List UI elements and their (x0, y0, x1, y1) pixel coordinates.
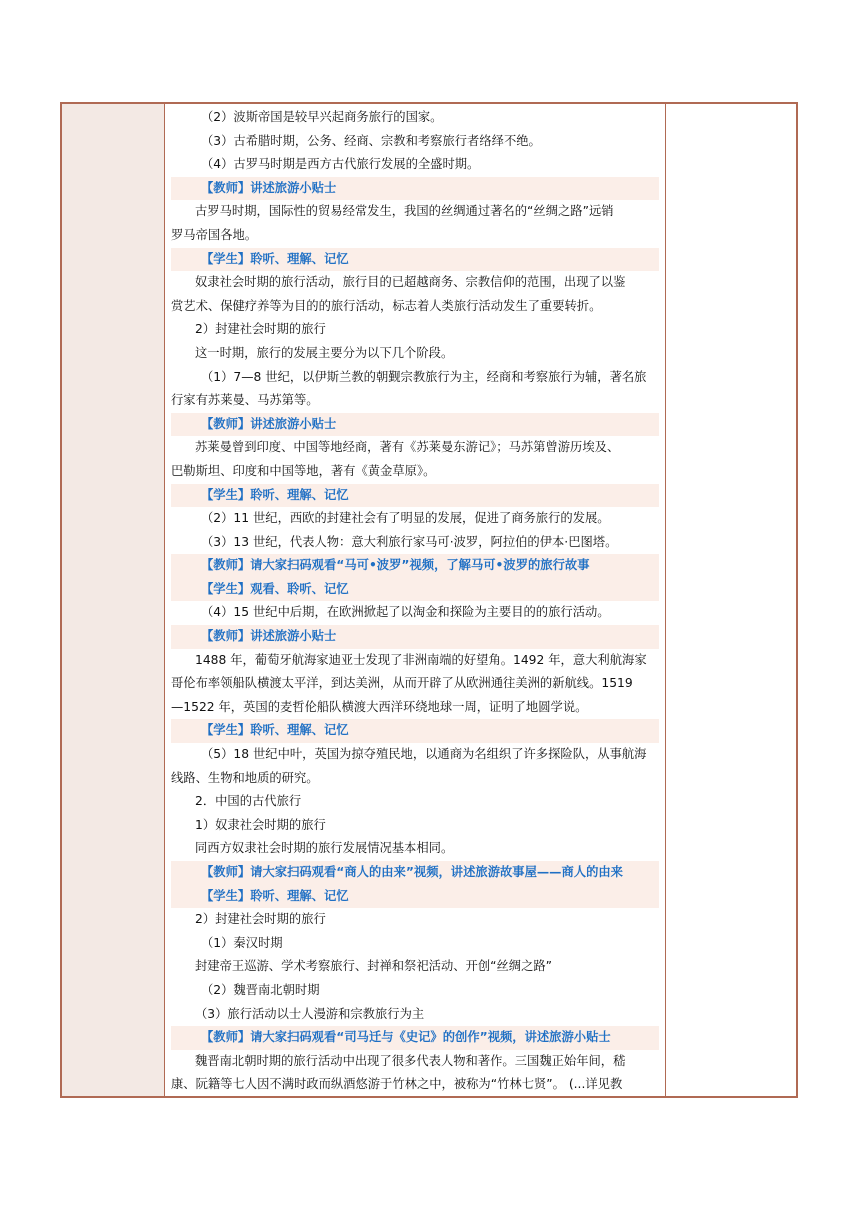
right-column (666, 104, 796, 1096)
text-line: （5）18 世纪中叶，英国为掠夺殖民地，以通商为名组织了许多探险队，从事航海 (201, 747, 647, 762)
role-tag-line: 【教师】请大家扫码观看“马可•波罗”视频，了解马可•波罗的旅行故事 (171, 554, 659, 578)
text-line: 2）封建社会时期的旅行 (195, 322, 326, 337)
text-line: 罗马帝国各地。 (171, 227, 258, 242)
text-line: 2）封建社会时期的旅行 (195, 912, 326, 927)
role-tag-line: 【学生】观看、聆听、记忆 (171, 578, 659, 602)
role-tag-line: 【教师】讲述旅游小贴士 (171, 625, 659, 649)
left-column (62, 104, 165, 1096)
role-tag-line: 【教师】讲述旅游小贴士 (171, 177, 659, 201)
text-line: 同西方奴隶社会时期的旅行发展情况基本相同。 (195, 841, 454, 856)
text-line: 古罗马时期，国际性的贸易经常发生，我国的丝绸通过著名的“丝绸之路”远销 (195, 204, 614, 219)
text-line: 线路、生物和地质的研究。 (171, 770, 319, 785)
text-line: —1522 年，英国的麦哲伦船队横渡大西洋环绕地球一周，证明了地圆学说。 (171, 699, 588, 714)
text-line: （3）古希腊时期，公务、经商、宗教和考察旅行者络绎不绝。 (201, 133, 541, 148)
text-line: 行家有苏莱曼、马苏第等。 (171, 393, 319, 408)
role-tag-line: 【教师】请大家扫码观看“商人的由来”视频，讲述旅游故事屋——商人的由来 (171, 861, 659, 885)
text-line: 1）奴隶社会时期的旅行 (195, 817, 326, 832)
text-line: （4）15 世纪中后期，在欧洲掀起了以淘金和探险为主要目的的旅行活动。 (201, 605, 610, 620)
text-line: 2．中国的古代旅行 (195, 794, 302, 809)
text-line: （4）古罗马时期是西方古代旅行发展的全盛时期。 (201, 157, 480, 172)
text-line: 奴隶社会时期的旅行活动，旅行目的已超越商务、宗教信仰的范围，出现了以鉴 (195, 275, 626, 290)
text-line: 巴勒斯坦、印度和中国等地，著有《黄金草原》。 (171, 463, 436, 478)
text-line: 1488 年，葡萄牙航海家迪亚士发现了非洲南端的好望角。1492 年，意大利航海家 (195, 652, 647, 667)
role-tag-line: 【学生】聆听、理解、记忆 (171, 885, 659, 909)
text-line: （2）波斯帝国是较早兴起商务旅行的国家。 (201, 110, 443, 124)
text-line: （1）7—8 世纪，以伊斯兰教的朝觐宗教旅行为主，经商和考察旅行为辅，著名旅 (201, 369, 647, 384)
role-tag-line: 【学生】聆听、理解、记忆 (171, 248, 659, 272)
text-line: 魏晋南北朝时期的旅行活动中出现了很多代表人物和著作。三国魏正始年间，嵇 (195, 1053, 626, 1068)
text-line: （3）旅行活动以士人漫游和宗教旅行为主 (195, 1006, 425, 1021)
text-line: 苏莱曼曾到印度、中国等地经商，著有《苏莱曼东游记》；马苏第曾游历埃及、 (195, 440, 620, 455)
lesson-table (60, 102, 798, 1098)
role-tag-line: 【学生】聆听、理解、记忆 (171, 484, 659, 508)
text-line: 封建帝王巡游、学术考察旅行、封禅和祭祀活动、开创“丝绸之路” (195, 959, 553, 974)
text-line: 哥伦布率领船队横渡太平洋，到达美洲，从而开辟了从欧洲通往美洲的新航线。1519 (171, 676, 633, 691)
text-line: 赏艺术、保健疗养等为目的的旅行活动，标志着人类旅行活动发生了重要转折。 (171, 298, 602, 313)
role-tag-line: 【教师】请大家扫码观看“司马迁与《史记》的创作”视频，讲述旅游小贴士 (171, 1026, 659, 1050)
text-line: （1）秦汉时期 (201, 935, 283, 950)
text-line: 康、阮籍等七人因不满时政而纵酒悠游于竹林之中，被称为“竹林七贤”。 (...详见教 (171, 1077, 623, 1092)
role-tag-line: 【学生】聆听、理解、记忆 (171, 719, 659, 743)
text-line: 这一时期，旅行的发展主要分为以下几个阶段。 (195, 345, 454, 360)
text-line: （3）13 世纪，代表人物：意大利旅行家马可·波罗，阿拉伯的伊本·巴图塔。 (201, 534, 618, 549)
role-tag-line: 【教师】讲述旅游小贴士 (171, 413, 659, 437)
text-line: （2）魏晋南北朝时期 (201, 982, 320, 997)
text-line: （2）11 世纪，西欧的封建社会有了明显的发展，促进了商务旅行的发展。 (201, 511, 610, 526)
content-column (165, 104, 666, 1096)
